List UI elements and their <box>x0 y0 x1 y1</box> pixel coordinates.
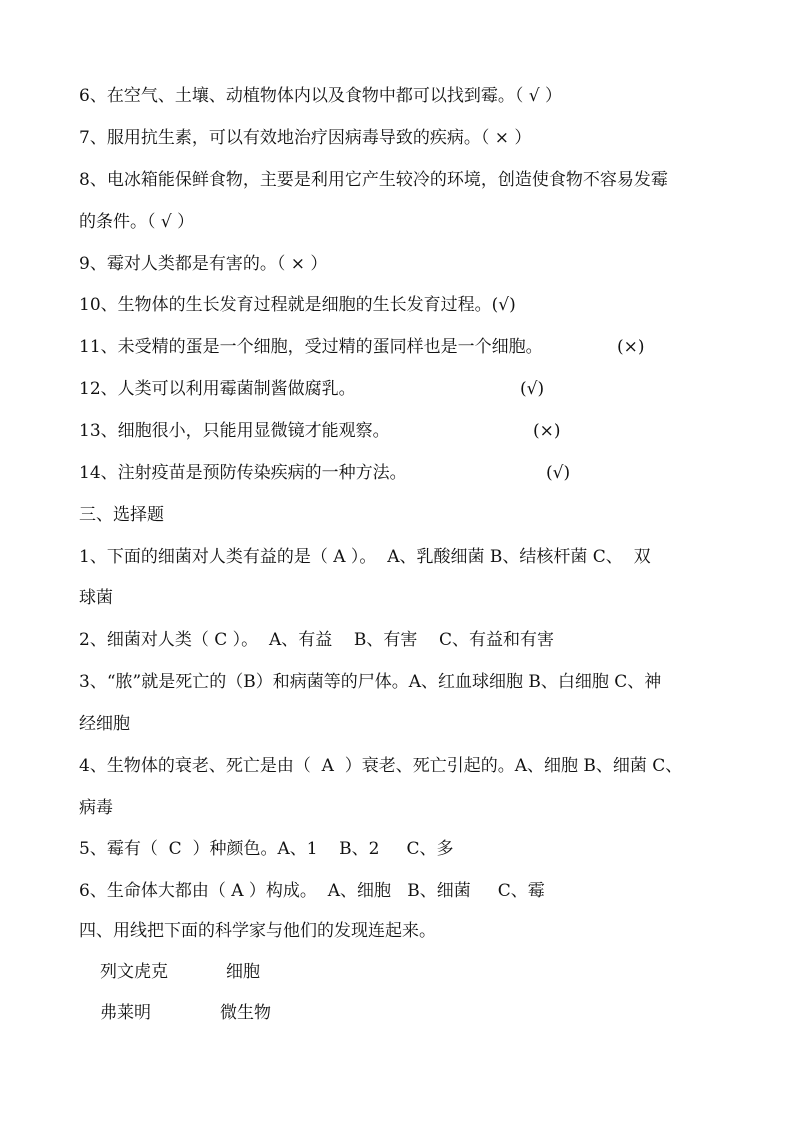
tf-item-8-cont: 的条件。（ √ ） <box>79 212 195 232</box>
mc-item-3: 3、“脓”就是死亡的（B）和病菌等的尸体。A、红血球细胞 B、白细胞 C、神 <box>79 672 662 692</box>
mc-item-1: 1、下面的细菌对人类有益的是（ A ）。 A、乳酸细菌 B、结核杆菌 C、 双 <box>79 547 651 567</box>
tf-item-7: 7、服用抗生素，可以有效地治疗因病毒导致的疾病。（ × ） <box>79 128 532 148</box>
tf-item-14-answer: (√) <box>546 463 571 483</box>
tf-item-13: 13、细胞很小，只能用显微镜才能观察。 <box>79 421 390 441</box>
match-scientist-2: 弗莱明 <box>100 1003 151 1023</box>
tf-item-12-answer: (√) <box>520 379 545 399</box>
match-scientist-1: 列文虎克 <box>100 962 168 982</box>
mc-item-5: 5、霉有（ C ）种颜色。A、1 B、2 C、多 <box>79 839 454 859</box>
tf-item-11-answer: (×) <box>617 337 645 357</box>
mc-item-1-cont: 球菌 <box>79 588 113 608</box>
tf-item-13-answer: (×) <box>533 421 561 441</box>
tf-item-14: 14、注射疫苗是预防传染疾病的一种方法。 <box>79 463 407 483</box>
section-heading-choice: 三、选择题 <box>79 505 164 525</box>
tf-item-10: 10、生物体的生长发育过程就是细胞的生长发育过程。(√) <box>79 295 516 315</box>
mc-item-3-cont: 经细胞 <box>79 714 130 734</box>
section-heading-matching: 四、用线把下面的科学家与他们的发现连起来。 <box>79 921 436 941</box>
tf-item-12: 12、人类可以利用霉菌制酱做腐乳。 <box>79 379 356 399</box>
mc-item-4: 4、生物体的衰老、死亡是由（ A ）衰老、死亡引起的。A、细胞 B、细菌 C、 <box>79 756 683 776</box>
match-discovery-1: 细胞 <box>226 962 260 982</box>
mc-item-6: 6、生命体大都由（ A ）构成。 A、细胞 B、细菌 C、霉 <box>79 881 545 901</box>
tf-item-9: 9、霉对人类都是有害的。（ × ） <box>79 254 328 274</box>
mc-item-2: 2、细菌对人类（ C ）。 A、有益 B、有害 C、有益和有害 <box>79 630 554 650</box>
tf-item-8: 8、电冰箱能保鲜食物，主要是利用它产生较冷的环境，创造使食物不容易发霉 <box>79 170 668 190</box>
tf-item-11: 11、未受精的蛋是一个细胞，受过精的蛋同样也是一个细胞。 <box>79 337 543 357</box>
tf-item-6: 6、在空气、土壤、动植物体内以及食物中都可以找到霉。（ √ ） <box>79 86 562 106</box>
mc-item-4-cont: 病毒 <box>79 798 113 818</box>
match-discovery-2: 微生物 <box>220 1003 271 1023</box>
